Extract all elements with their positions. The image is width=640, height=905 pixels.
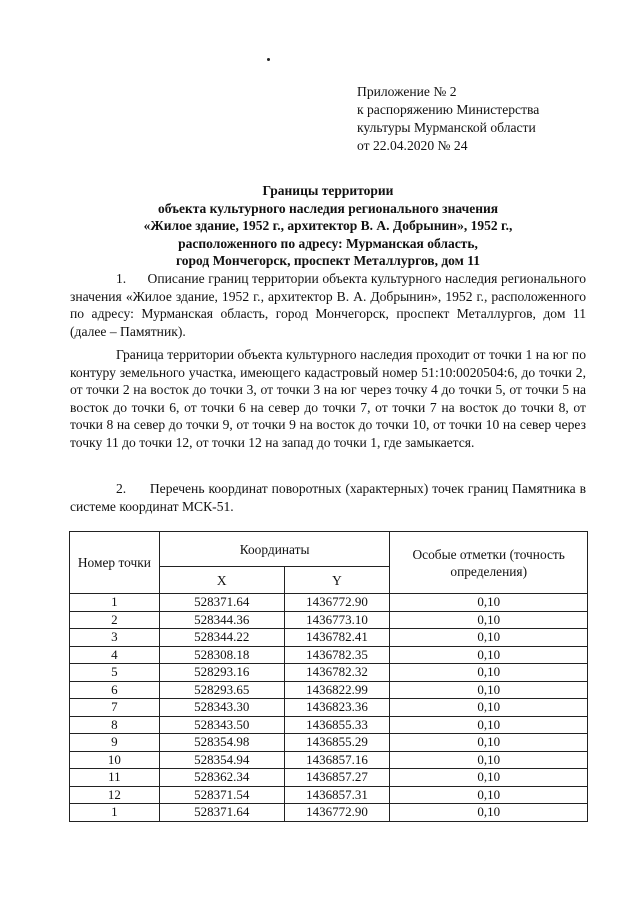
- cell-acc: 0,10: [390, 734, 588, 752]
- appendix-line: от 22.04.2020 № 24: [357, 138, 468, 153]
- table-row: [70, 769, 588, 787]
- table-row: [70, 681, 588, 699]
- cell-x: 528343.50: [159, 716, 284, 734]
- cell-point: 3: [70, 629, 160, 647]
- cell-y: 1436855.29: [284, 734, 390, 752]
- boundary-description: Граница территории объекта культурного наследия проходит от точки 1 на юг по контуру земельного участка, имеющего кадастровый номер 51:10:0020504:6, до точки 2, от точки 2 на восток до точки 3, от точки 3 на юг через точку 4 до точки 5, от точки 5 на восток до точки 6, от точки 6 на север до точки 7, от точки 7 на восток до точки 8, от точки 8 на север до точки 9, от точки 9 на восток до точки 10, от точки 10 на север через точку 11 до точки 12, от точки 12 на запад до точки 1, где замыкается.: [70, 347, 586, 450]
- appendix-line: к распоряжению Министерства: [357, 102, 540, 117]
- cell-acc: 0,10: [390, 769, 588, 787]
- cell-point: 10: [70, 751, 160, 769]
- table-row: [70, 751, 588, 769]
- cell-y: 1436773.10: [284, 611, 390, 629]
- cell-y: 1436782.41: [284, 629, 390, 647]
- section-1-description: 1. Описание границ территории объекта культурного наследия регионального значения «Жилое здание, 1952 г., архитектор В. А. Добрынин», 1952 г., расположенного по адресу: Мурманская область, город Мончегорск, проспект Металлургов, дом 11 (далее – Памятник).: [70, 271, 586, 339]
- cell-acc: 0,10: [390, 681, 588, 699]
- table-row: [70, 786, 588, 804]
- cell-point: 4: [70, 646, 160, 664]
- title-line: расположенного по адресу: Мурманская область,: [178, 235, 478, 251]
- title-line: Границы территории: [262, 183, 394, 198]
- cell-x: 528308.18: [159, 646, 284, 664]
- cell-x: 528293.16: [159, 664, 284, 682]
- table-row: [70, 594, 588, 612]
- table-row: [70, 699, 588, 717]
- cell-x: 528371.54: [159, 786, 284, 804]
- table-row: [70, 804, 588, 822]
- header-notes: Особые отметки (точность определения): [390, 532, 588, 594]
- cell-point: 1: [70, 804, 160, 822]
- cell-y: 1436782.35: [284, 646, 390, 664]
- title-line: город Мончегорск, проспект Металлургов, дом 11: [176, 253, 480, 268]
- cell-acc: 0,10: [390, 786, 588, 804]
- appendix-header: [357, 83, 539, 155]
- cell-point: 1: [70, 594, 160, 612]
- table-row: [70, 611, 588, 629]
- header-y: Y: [284, 567, 390, 594]
- cell-acc: 0,10: [390, 804, 588, 822]
- cell-x: 528371.64: [159, 594, 284, 612]
- header-coordinates: Координаты: [159, 532, 390, 567]
- table-row: [70, 664, 588, 682]
- cell-y: 1436823.36: [284, 699, 390, 717]
- cell-acc: 0,10: [390, 611, 588, 629]
- cell-acc: 0,10: [390, 751, 588, 769]
- table-body: [70, 594, 588, 822]
- header-x: X: [159, 567, 284, 594]
- cell-y: 1436822.99: [284, 681, 390, 699]
- cell-y: 1436772.90: [284, 594, 390, 612]
- cell-y: 1436857.16: [284, 751, 390, 769]
- header-point-number: Номер точки: [70, 532, 160, 594]
- cell-x: 528344.22: [159, 629, 284, 647]
- cell-x: 528371.64: [159, 804, 284, 822]
- table-row: [70, 646, 588, 664]
- section-2-heading: 2. Перечень координат поворотных (характерных) точек границ Памятника в системе координат МСК-51.: [70, 481, 586, 514]
- cell-point: 2: [70, 611, 160, 629]
- title-line: «Жилое здание, 1952 г., архитектор В. А. Добрынин», 1952 г.,: [143, 218, 513, 233]
- cell-x: 528362.34: [159, 769, 284, 787]
- cell-point: 9: [70, 734, 160, 752]
- cell-point: 7: [70, 699, 160, 717]
- coordinates-table: [69, 531, 588, 822]
- cell-x: 528344.36: [159, 611, 284, 629]
- cell-point: 6: [70, 681, 160, 699]
- cell-acc: 0,10: [390, 699, 588, 717]
- document-title: [70, 182, 586, 270]
- cell-acc: 0,10: [390, 594, 588, 612]
- cell-y: 1436772.90: [284, 804, 390, 822]
- cell-y: 1436857.31: [284, 786, 390, 804]
- cell-x: 528343.30: [159, 699, 284, 717]
- cell-y: 1436857.27: [284, 769, 390, 787]
- cell-acc: 0,10: [390, 664, 588, 682]
- cell-y: 1436782.32: [284, 664, 390, 682]
- title-line: объекта культурного наследия регионального значения: [157, 200, 499, 216]
- table-row: [70, 734, 588, 752]
- table-row: [70, 716, 588, 734]
- cell-point: 8: [70, 716, 160, 734]
- appendix-line: Приложение № 2: [357, 84, 457, 99]
- scan-dot: [267, 58, 270, 61]
- appendix-line: культуры Мурманской области: [357, 120, 536, 135]
- cell-acc: 0,10: [390, 629, 588, 647]
- cell-x: 528354.94: [159, 751, 284, 769]
- cell-point: 5: [70, 664, 160, 682]
- cell-point: 11: [70, 769, 160, 787]
- cell-y: 1436855.33: [284, 716, 390, 734]
- cell-x: 528354.98: [159, 734, 284, 752]
- cell-x: 528293.65: [159, 681, 284, 699]
- cell-acc: 0,10: [390, 716, 588, 734]
- table-row: [70, 629, 588, 647]
- cell-acc: 0,10: [390, 646, 588, 664]
- cell-point: 12: [70, 786, 160, 804]
